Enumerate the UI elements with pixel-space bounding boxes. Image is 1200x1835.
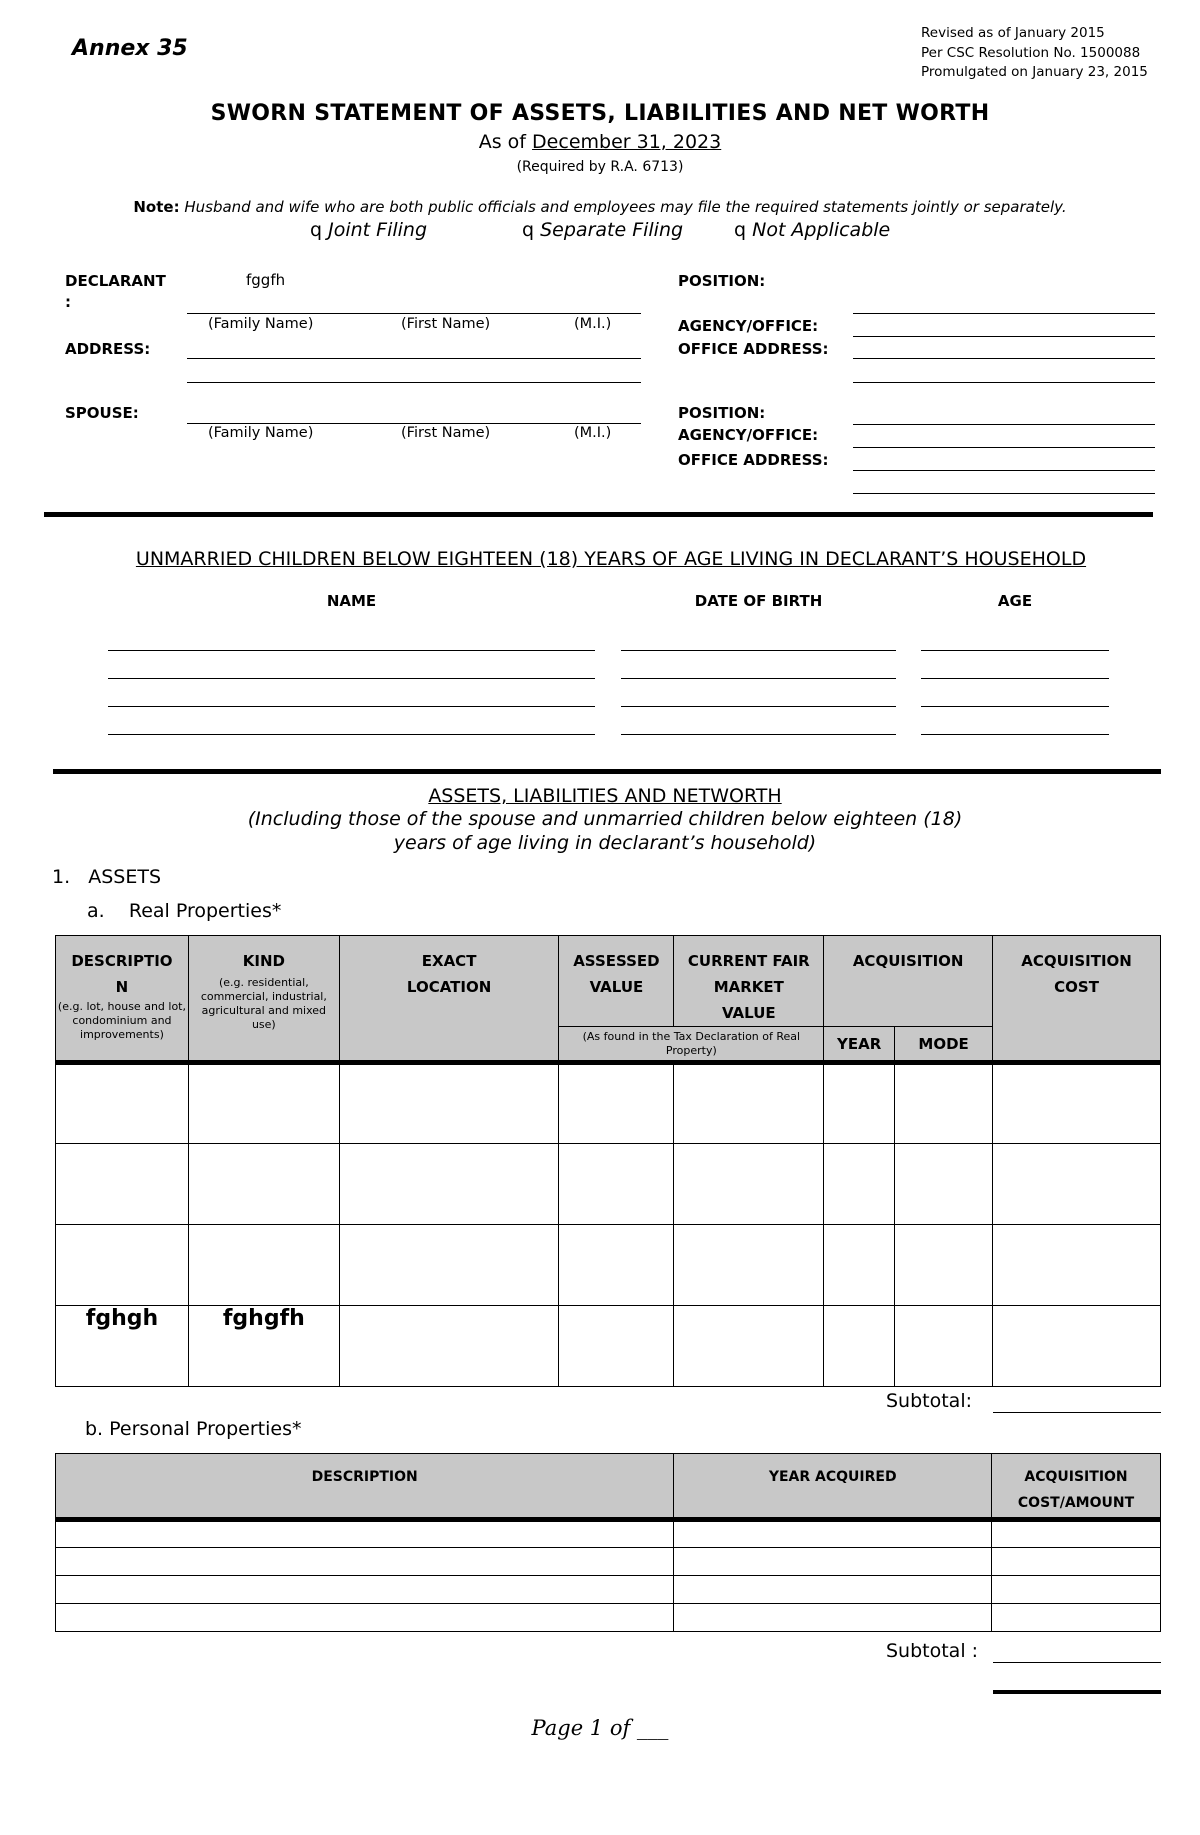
child-age-line[interactable] — [921, 678, 1109, 679]
not-applicable-label: Not Applicable — [752, 219, 891, 241]
child-age-line[interactable] — [921, 706, 1109, 707]
table-row — [56, 1063, 1161, 1144]
declarant-mi-caption: (M.I.) — [574, 316, 612, 332]
child-age-line[interactable] — [921, 734, 1109, 735]
children-heading: UNMARRIED CHILDREN BELOW EIGHTEEN (18) YEARS OF AGE LIVING IN DECLARANT’S HOUSEHOLD — [135, 548, 1087, 570]
real-year-header: YEAR — [824, 1027, 895, 1063]
real-desc-header: DESCRIPTIO N (e.g. lot, house and lot, condominium and improvements) — [56, 936, 189, 1063]
checkbox-icon[interactable]: q — [310, 219, 323, 241]
child-name-line[interactable] — [108, 734, 595, 735]
table-row — [56, 1306, 1161, 1387]
real-tax-declaration-note: (As found in the Tax Declaration of Real Property) — [559, 1027, 824, 1063]
spouse-office-address-label: OFFICE ADDRESS: — [678, 451, 829, 469]
spouse-agency-label: AGENCY/OFFICE: — [678, 426, 819, 444]
checkbox-icon[interactable]: q — [522, 219, 535, 241]
required-by: (Required by R.A. 6713) — [516, 159, 684, 175]
annex-label: Annex 35 — [72, 36, 188, 61]
personal-desc-header: DESCRIPTION — [56, 1454, 674, 1520]
personal-year-header: YEAR ACQUIRED — [674, 1454, 992, 1520]
declarant-office-address-line-2[interactable] — [853, 382, 1155, 383]
real-location-header: EXACT LOCATION — [339, 936, 559, 1063]
spouse-family-name-caption: (Family Name) — [208, 425, 314, 441]
real-mode-header: MODE — [895, 1027, 993, 1063]
personal-cost-header: ACQUISITION COST/AMOUNT — [992, 1454, 1161, 1520]
note-text: Husband and wife who are both public officials and employees may file the required statements jointly or separately. — [184, 198, 1067, 216]
declarant-office-address-line-1[interactable] — [853, 358, 1155, 359]
real-acquisition-header: ACQUISITION — [824, 936, 993, 1027]
table-row — [56, 1225, 1161, 1306]
spouse-position-line[interactable] — [853, 424, 1155, 425]
real-properties-heading: a. Real Properties* — [87, 900, 282, 922]
joint-filing-label: Joint Filing — [328, 219, 428, 241]
child-name-line[interactable] — [108, 706, 595, 707]
real-row4-description[interactable]: fghgh — [56, 1306, 189, 1387]
spouse-agency-line[interactable] — [853, 447, 1155, 448]
spouse-mi-caption: (M.I.) — [574, 425, 612, 441]
declarant-name-line[interactable] — [187, 313, 641, 314]
children-name-header: NAME — [326, 592, 377, 610]
declarant-family-name-caption: (Family Name) — [208, 316, 314, 332]
total-underline — [993, 1690, 1161, 1694]
spouse-label: SPOUSE: — [65, 404, 139, 422]
spouse-first-name-caption: (First Name) — [401, 425, 491, 441]
form-title: SWORN STATEMENT OF ASSETS, LIABILITIES AND NET WORTH — [210, 101, 990, 126]
real-cost-header: ACQUISITION COST — [993, 936, 1161, 1063]
child-name-line[interactable] — [108, 678, 595, 679]
alnw-subheading-2: years of age living in declarant’s household) — [393, 832, 817, 854]
address-label: ADDRESS: — [65, 340, 151, 358]
real-cfmv-header: CURRENT FAIR MARKET VALUE — [674, 936, 824, 1027]
child-dob-line[interactable] — [621, 678, 896, 679]
declarant-name-value[interactable]: fggfh — [246, 271, 286, 289]
address-line-2[interactable] — [187, 382, 641, 383]
table-row — [56, 1144, 1161, 1225]
address-line-1[interactable] — [187, 358, 641, 359]
child-age-line[interactable] — [921, 650, 1109, 651]
declarant-first-name-caption: (First Name) — [401, 316, 491, 332]
promulgated-line: Promulgated on January 23, 2015 — [921, 64, 1148, 80]
declarant-colon: : — [65, 293, 71, 311]
alnw-subheading-1: (Including those of the spouse and unmarried children below eighteen (18) — [247, 808, 963, 830]
child-dob-line[interactable] — [621, 650, 896, 651]
joint-filing-option[interactable] — [310, 219, 427, 241]
personal-subtotal-line[interactable] — [993, 1662, 1161, 1663]
page-number: Page 1 of ___ — [531, 1716, 669, 1740]
spouse-name-line[interactable] — [187, 423, 641, 424]
real-kind-header: KIND (e.g. residential, commercial, industrial, agricultural and mixed use) — [188, 936, 339, 1063]
resolution-line: Per CSC Resolution No. 1500088 — [921, 44, 1141, 61]
real-kind-note: (e.g. residential, commercial, industrial, agricultural and mixed use) — [200, 976, 327, 1031]
spouse-office-address-line-2[interactable] — [853, 493, 1155, 494]
real-desc-note: (e.g. lot, house and lot, condominium and improvements) — [57, 1000, 186, 1041]
note-line — [0, 198, 1200, 216]
revised-line: Revised as of January 2015 — [921, 25, 1105, 41]
real-subtotal-label: Subtotal: — [886, 1390, 973, 1412]
declarant-label: DECLARANT — [65, 272, 166, 290]
separate-filing-option[interactable] — [522, 219, 683, 241]
checkbox-icon[interactable]: q — [734, 219, 747, 241]
table-row — [56, 1604, 1161, 1632]
real-subtotal-line[interactable] — [993, 1412, 1161, 1413]
spouse-office-address-line-1[interactable] — [853, 470, 1155, 471]
table-row — [56, 1520, 1161, 1548]
not-applicable-option[interactable] — [734, 219, 890, 241]
revision-note — [921, 24, 1148, 83]
table-row — [56, 1576, 1161, 1604]
spouse-position-label: POSITION: — [678, 404, 766, 422]
real-row4-kind[interactable]: fghgfh — [188, 1306, 339, 1387]
section-divider — [53, 769, 1161, 774]
as-of-prefix: As of — [478, 131, 526, 153]
table-row — [56, 1548, 1161, 1576]
children-age-header: AGE — [997, 592, 1033, 610]
real-assessed-header: ASSESSED VALUE — [559, 936, 674, 1027]
real-properties-table — [55, 935, 1161, 1387]
personal-subtotal-label: Subtotal : — [886, 1640, 979, 1662]
personal-properties-table — [55, 1453, 1161, 1632]
declarant-agency-line[interactable] — [853, 336, 1155, 337]
assets-heading: 1. ASSETS — [52, 866, 162, 888]
personal-properties-heading: b. Personal Properties* — [85, 1418, 302, 1440]
child-dob-line[interactable] — [621, 734, 896, 735]
declarant-office-address-label: OFFICE ADDRESS: — [678, 340, 829, 358]
alnw-heading: ASSETS, LIABILITIES AND NETWORTH — [428, 785, 782, 807]
as-of-date[interactable]: December 31, 2023 — [532, 131, 722, 153]
child-name-line[interactable] — [108, 650, 595, 651]
declarant-position-label: POSITION: — [678, 272, 766, 290]
declarant-position-line[interactable] — [853, 313, 1155, 314]
children-dob-header: DATE OF BIRTH — [694, 592, 823, 610]
child-dob-line[interactable] — [621, 706, 896, 707]
as-of-line — [0, 131, 1200, 153]
declarant-agency-label: AGENCY/OFFICE: — [678, 317, 819, 335]
separate-filing-label: Separate Filing — [540, 219, 684, 241]
section-divider — [44, 512, 1153, 517]
note-label: Note: — [133, 198, 180, 216]
